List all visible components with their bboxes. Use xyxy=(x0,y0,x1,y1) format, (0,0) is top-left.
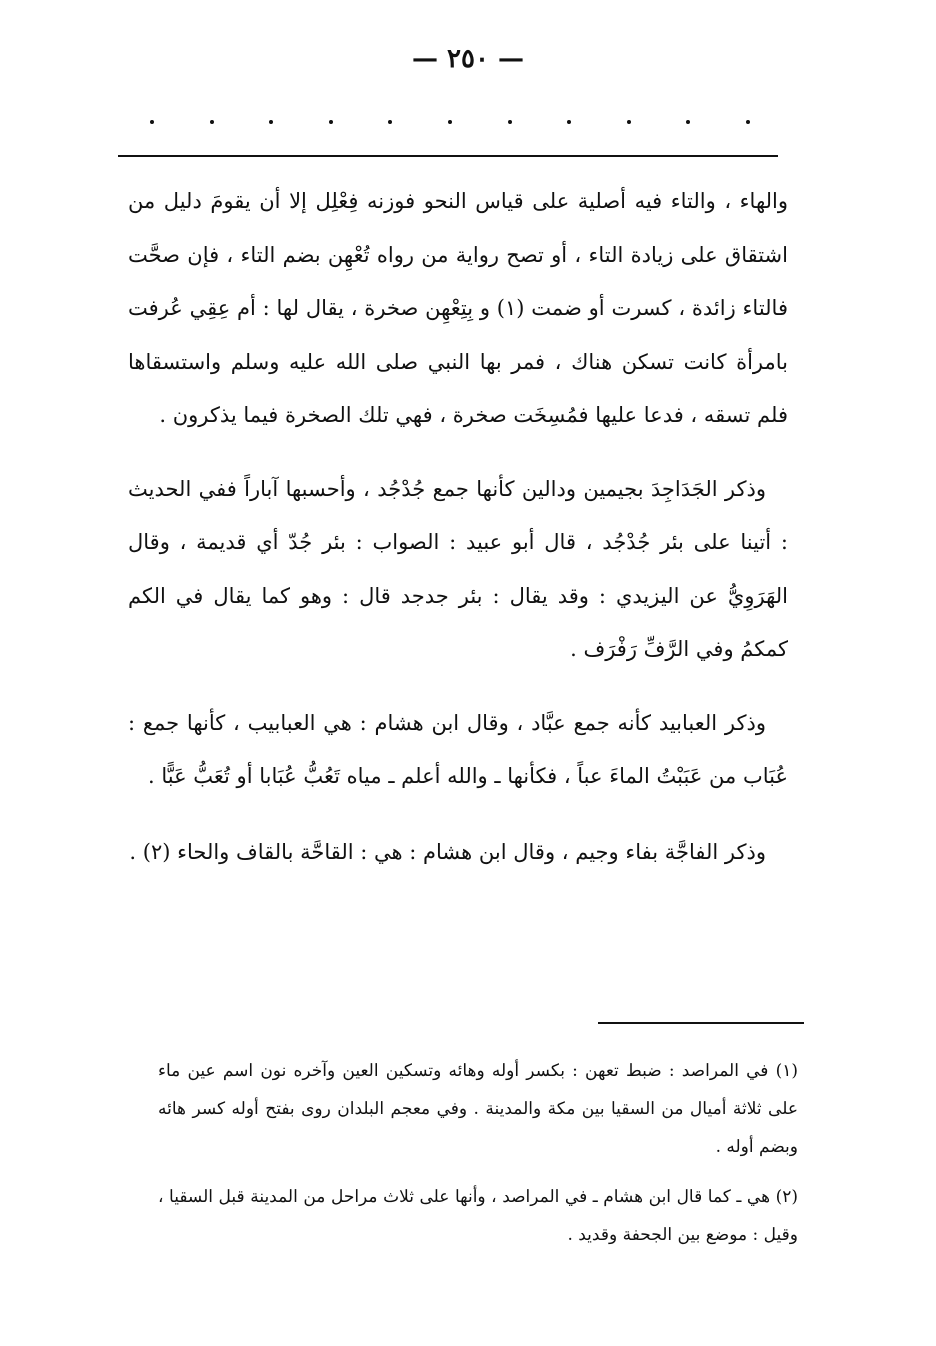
separator-dot xyxy=(388,120,392,124)
footnote: (١) في المراصد : ضبط تعهن : بكسر أوله وهائه وتسكين العين وآخره نون اسم عين ماء على ثلاثة أميال من السقيا بين مكة والمدينة . وفي معجم البلدان روى بفتح أوله كسر هائه وبضم أوله . xyxy=(158,1061,798,1157)
separator-dot xyxy=(269,120,273,124)
separator-dot xyxy=(448,120,452,124)
footnote: (٢) هي ـ كما قال ابن هشام ـ في المراصد ، وأنها على ثلاث مراحل من المدينة قبل السقيا ، وقيل : موضع بين الجحفة وقديد . xyxy=(158,1187,798,1245)
main-text xyxy=(128,175,788,879)
separator-dot xyxy=(627,120,631,124)
separator-dot xyxy=(329,120,333,124)
separator-dot xyxy=(567,120,571,124)
paragraph: وذكر الجَدَاجِدَ بجيمين ودالين كأنها جمع جُدْجُد ، وأحسبها آباراً ففي الحديث : أتينا على بئر جُدْجُد ، قال أبو عبيد : الصواب : بئر جُدّ أي قديمة ، وقال الهَرَوِيُّ عن اليزيدي : وقد يقال : بئر جدجد قال : وهو كما يقال في الكم كمكمُ وفي الرَّفِّ رَفْرَف . xyxy=(128,476,788,661)
paragraph: والهاء ، والتاء فيه أصلية على قياس النحو فوزنه فِعْلِل إلا أن يقومَ دليل من اشتقاق على زيادة التاء ، أو تصح رواية من رواه تُعْهِن بضم التاء ، فإن صحَّت فالتاء زائدة ، كسرت أو ضمت (١) و بِتِعْهِن صخرة ، يقال لها : أم عِقِي عُرفت بامرأة كانت تسكن هناك ، فمر بها النبي صلى الله عليه وسلم واستسقاها فلم تسقه ، فدعا عليها فمُسِخَت صخرة ، فهي تلك الصخرة فيما يذكرون . xyxy=(128,189,788,427)
separator-dot xyxy=(210,120,214,124)
page-number: — ٢٥٠ — xyxy=(411,44,525,74)
footnotes xyxy=(158,1052,798,1254)
separator-dot xyxy=(508,120,512,124)
header-rule xyxy=(118,155,778,157)
footnote-rule xyxy=(598,1022,804,1024)
paragraph: وذكر الفاجَّة بفاء وجيم ، وقال ابن هشام : هي : القاحَّة بالقاف والحاء (٢) . xyxy=(129,839,766,864)
paragraph: وذكر العبابيد كأنه جمع عبَّاد ، وقال ابن هشام : هي العبابيب ، كأنها جمع : عُبَاب من عَبَبْتُ الماءَ عباً ، فكأنها ـ والله أعلم ـ مياه تَعُبُّ عُبَابا أو تُعَبُّ عَبًّا . xyxy=(128,710,788,788)
separator-dot xyxy=(746,120,750,124)
separator-dots xyxy=(150,120,750,124)
separator-dot xyxy=(150,120,154,124)
separator-dot xyxy=(686,120,690,124)
